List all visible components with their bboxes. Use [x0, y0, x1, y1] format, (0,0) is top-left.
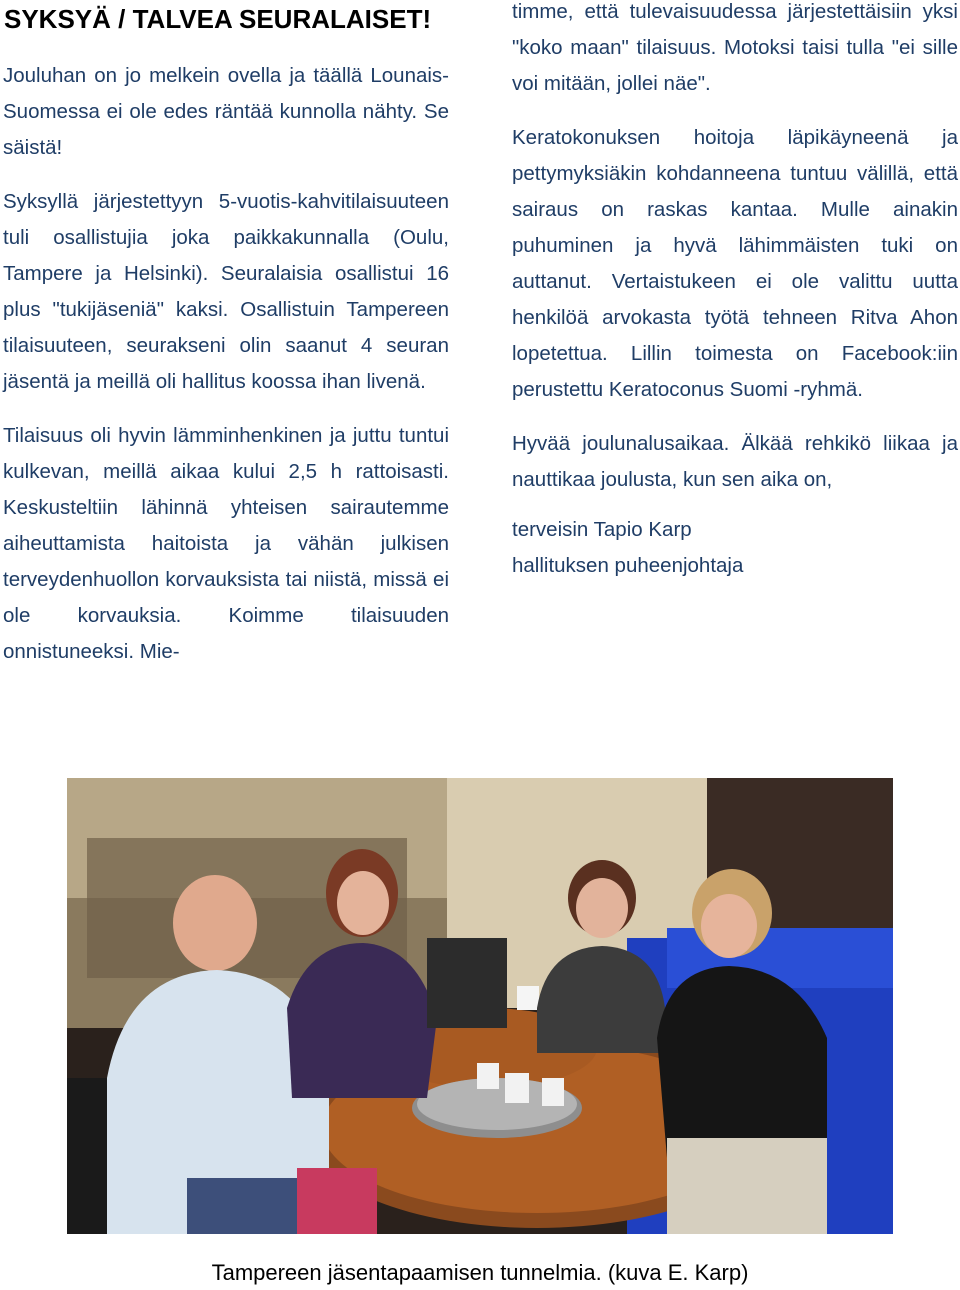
- signature-title: hallituksen puheenjohtaja: [512, 554, 744, 577]
- page-title: SYKSYÄ / TALVEA SEURALAISET!: [4, 4, 432, 34]
- paragraph-greeting: Hyvää joulunalusaikaa. Älkää rehkikö liikaa ja nauttikaa joulusta, kun sen aika on,: [512, 432, 958, 491]
- paragraph-event: Syksyllä järjestettyyn 5-vuotis-kahvitilaisuuteen tuli osallistujia joka paikkakunnalla (Oulu, Tampere ja Helsinki). Seuralaisia osallistui 16 plus "tukijäseniä" kaksi. Osallistuin Tampereen tilaisuuteen, seurakseni olin saanut 4 seuran jäsentä ja meillä oli hallitus koossa ihan livenä.: [3, 190, 449, 393]
- right-column: [512, 0, 958, 584]
- paragraph-atmosphere: Tilaisuus oli hyvin lämminhenkinen ja juttu tuntui kulkevan, meillä aikaa kului 2,5 h rattoisasti. Keskusteltiin lähinnä yhteisen sairautemme aiheuttamista haitoista ja vähän julkisen terveydenhuollon korvauksista tai niistä, missä ei ole korvauksia. Koimme tilaisuuden onnistuneeksi. Mie-: [3, 424, 449, 663]
- paragraph-support: Keratokonuksen hoitoja läpikäyneenä ja pettymyksiäkin kohdanneena tuntuu välillä, että sairaus on raskas kantaa. Mulle ainakin puhuminen ja hyvä lähimmäisten tuki on auttanut. Vertaistukeen ei ole valittu uutta henkilöä arvokasta työtä tehneen Ritva Ahon lopetettua. Lillin toimesta on Facebook:iin perustettu Keratoconus Suomi -ryhmä.: [512, 126, 958, 401]
- photo-caption: Tampereen jäsentapaamisen tunnelmia. (kuva E. Karp): [211, 1260, 749, 1285]
- left-column: [3, 58, 449, 670]
- paragraph-intro: Jouluhan on jo melkein ovella ja täällä Lounais-Suomessa ei ole edes räntää kunnolla nähty. Se säistä!: [3, 64, 449, 159]
- paragraph-continuation: timme, että tulevaisuudessa järjestettäisiin yksi "koko maan" tilaisuus. Motoksi taisi tulla "ei sille voi mitään, jollei näe".: [512, 0, 958, 95]
- meeting-photo: [67, 778, 893, 1234]
- signature-name: terveisin Tapio Karp: [512, 518, 692, 541]
